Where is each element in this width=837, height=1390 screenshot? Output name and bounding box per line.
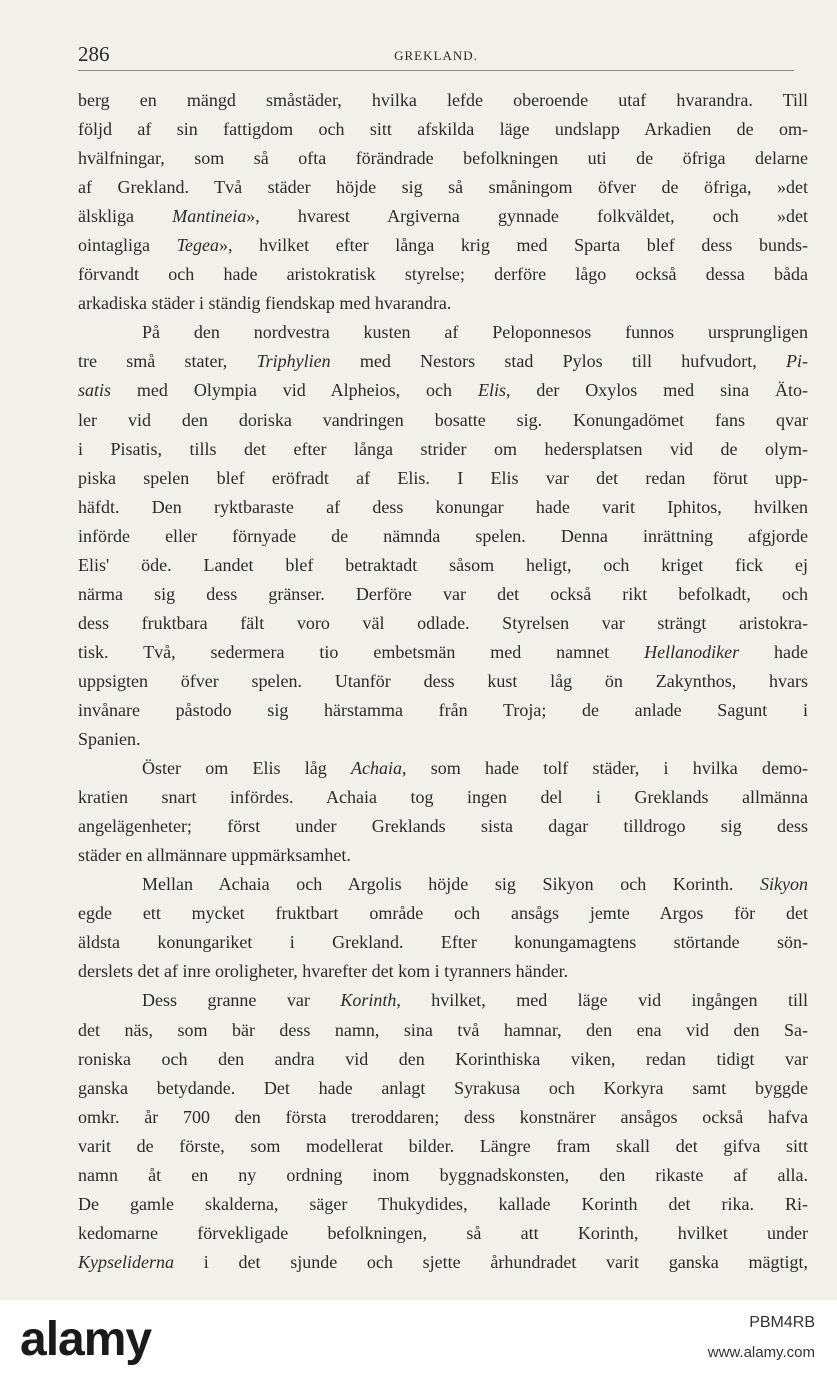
stock-watermark-bar: [0, 1300, 837, 1390]
text-line: kratien snart infördes. Achaia tog ingen del i Greklands allmänna: [78, 787, 808, 808]
text-line: derslets det af inre oroligheter, hvarefter det kom i tyranners händer.: [78, 961, 569, 982]
text-line: i Pisatis, tills det efter långa strider om hedersplatsen vid de olym-: [78, 438, 808, 459]
text-line: Spanien.: [78, 729, 141, 750]
text-line: städer en allmännare uppmärksamhet.: [78, 845, 351, 866]
text-line: älskliga Mantineia», hvarest Argiverna gynnade folkväldet, och »det: [78, 206, 808, 227]
text-line: hvälfningar, som så ofta förändrade befolkningen uti de öfriga delarne: [78, 148, 808, 169]
text-line: närma sig dess gränser. Derföre var det också rikt befolkadt, och: [78, 583, 808, 604]
text-line: Mellan Achaia och Argolis höjde sig Sikyon och Korinth. Sikyon: [142, 874, 808, 895]
text-line: satis med Olympia vid Alpheios, och Elis, der Oxylos med sina Äto-: [78, 380, 808, 401]
text-line: ointagliga Tegea», hvilket efter långa krig med Sparta blef dess bunds-: [78, 235, 808, 256]
watermark-image-id: PBM4RB: [749, 1314, 815, 1331]
watermark-url: www.alamy.com: [707, 1344, 815, 1361]
text-line: uppsigten öfver spelen. Utanför dess kust låg ön Zakynthos, hvars: [78, 670, 808, 691]
text-line: Dess granne var Korinth, hvilket, med läge vid ingången till: [142, 990, 808, 1011]
text-line: ganska betydande. Det hade anlagt Syrakusa och Korkyra samt byggde: [78, 1077, 808, 1098]
text-line: egde ett mycket fruktbart område och ansågs jemte Argos för det: [78, 903, 808, 924]
text-line: På den nordvestra kusten af Peloponnesos funnos ursprungligen: [142, 322, 808, 343]
text-line: af Grekland. Två städer höjde sig så småningom öfver de öfriga, »det: [78, 177, 808, 198]
text-line: följd af sin fattigdom och sitt afskilda läge undslapp Arkadien de om-: [78, 119, 808, 140]
text-line: angelägenheter; först under Greklands sista dagar tilldrogo sig dess: [78, 816, 808, 837]
text-line: införde eller förnyade de nämnda spelen. Denna inrättning afgjorde: [78, 525, 808, 546]
body-text: [78, 86, 808, 1277]
text-line: dess fruktbara fält voro väl odlade. Styrelsen var strängt aristokra-: [78, 612, 808, 633]
watermark-logo: alamy: [20, 1313, 152, 1366]
text-line: det näs, som bär dess namn, sina två hamnar, den ena vid den Sa-: [78, 1019, 808, 1040]
text-line: berg en mängd småstäder, hvilka lefde oberoende utaf hvarandra. Till: [78, 90, 808, 110]
text-line: Kypseliderna i det sjunde och sjette århundradet varit ganska mägtigt,: [78, 1251, 808, 1272]
text-line: varit de förste, som modellerat bilder. Längre fram skall det gifva sitt: [78, 1135, 808, 1156]
text-line: omkr. år 700 den första treroddaren; dess konstnärer ansågos också hafva: [78, 1106, 808, 1127]
text-line: invånare påstodo sig härstamma från Troja; de anlade Sagunt i: [78, 699, 808, 720]
page-number: 286: [78, 42, 110, 66]
text-line: tre små stater, Triphylien med Nestors stad Pylos till hufvudort, Pi-: [78, 351, 808, 372]
text-line: roniska och den andra vid den Korinthiska viken, redan tidigt var: [78, 1048, 808, 1069]
text-line: De gamle skalderna, säger Thukydides, kallade Korinth det rika. Ri-: [78, 1193, 808, 1214]
text-line: tisk. Två, sedermera tio embetsmän med namnet Hellanodiker hade: [78, 641, 808, 662]
text-line: piska spelen blef eröfradt af Elis. I Elis var det redan förut upp-: [78, 467, 808, 488]
text-line: ler vid den doriska vandringen bosatte sig. Konungadömet fans qvar: [78, 409, 808, 430]
running-head: GREKLAND.: [394, 48, 478, 63]
text-line: äldsta konungariket i Grekland. Efter konungamagtens störtande sön-: [78, 932, 808, 953]
text-line: namn åt en ny ordning inom byggnadskonsten, den rikaste af alla.: [78, 1164, 808, 1185]
text-line: Elis' öde. Landet blef betraktadt såsom heligt, och kriget fick ej: [78, 554, 808, 575]
text-line: häfdt. Den ryktbaraste af dess konungar hade varit Iphitos, hvilken: [78, 496, 808, 517]
text-line: arkadiska städer i ständig fiendskap med hvarandra.: [78, 293, 452, 314]
text-line: förvandt och hade aristokratisk styrelse; derföre lågo också dessa båda: [78, 264, 808, 285]
text-line: kedomarne förvekligade befolkningen, så att Korinth, hvilket under: [78, 1222, 808, 1243]
page-header: [78, 42, 794, 71]
text-line: Öster om Elis låg Achaia, som hade tolf städer, i hvilka demo-: [142, 758, 808, 779]
